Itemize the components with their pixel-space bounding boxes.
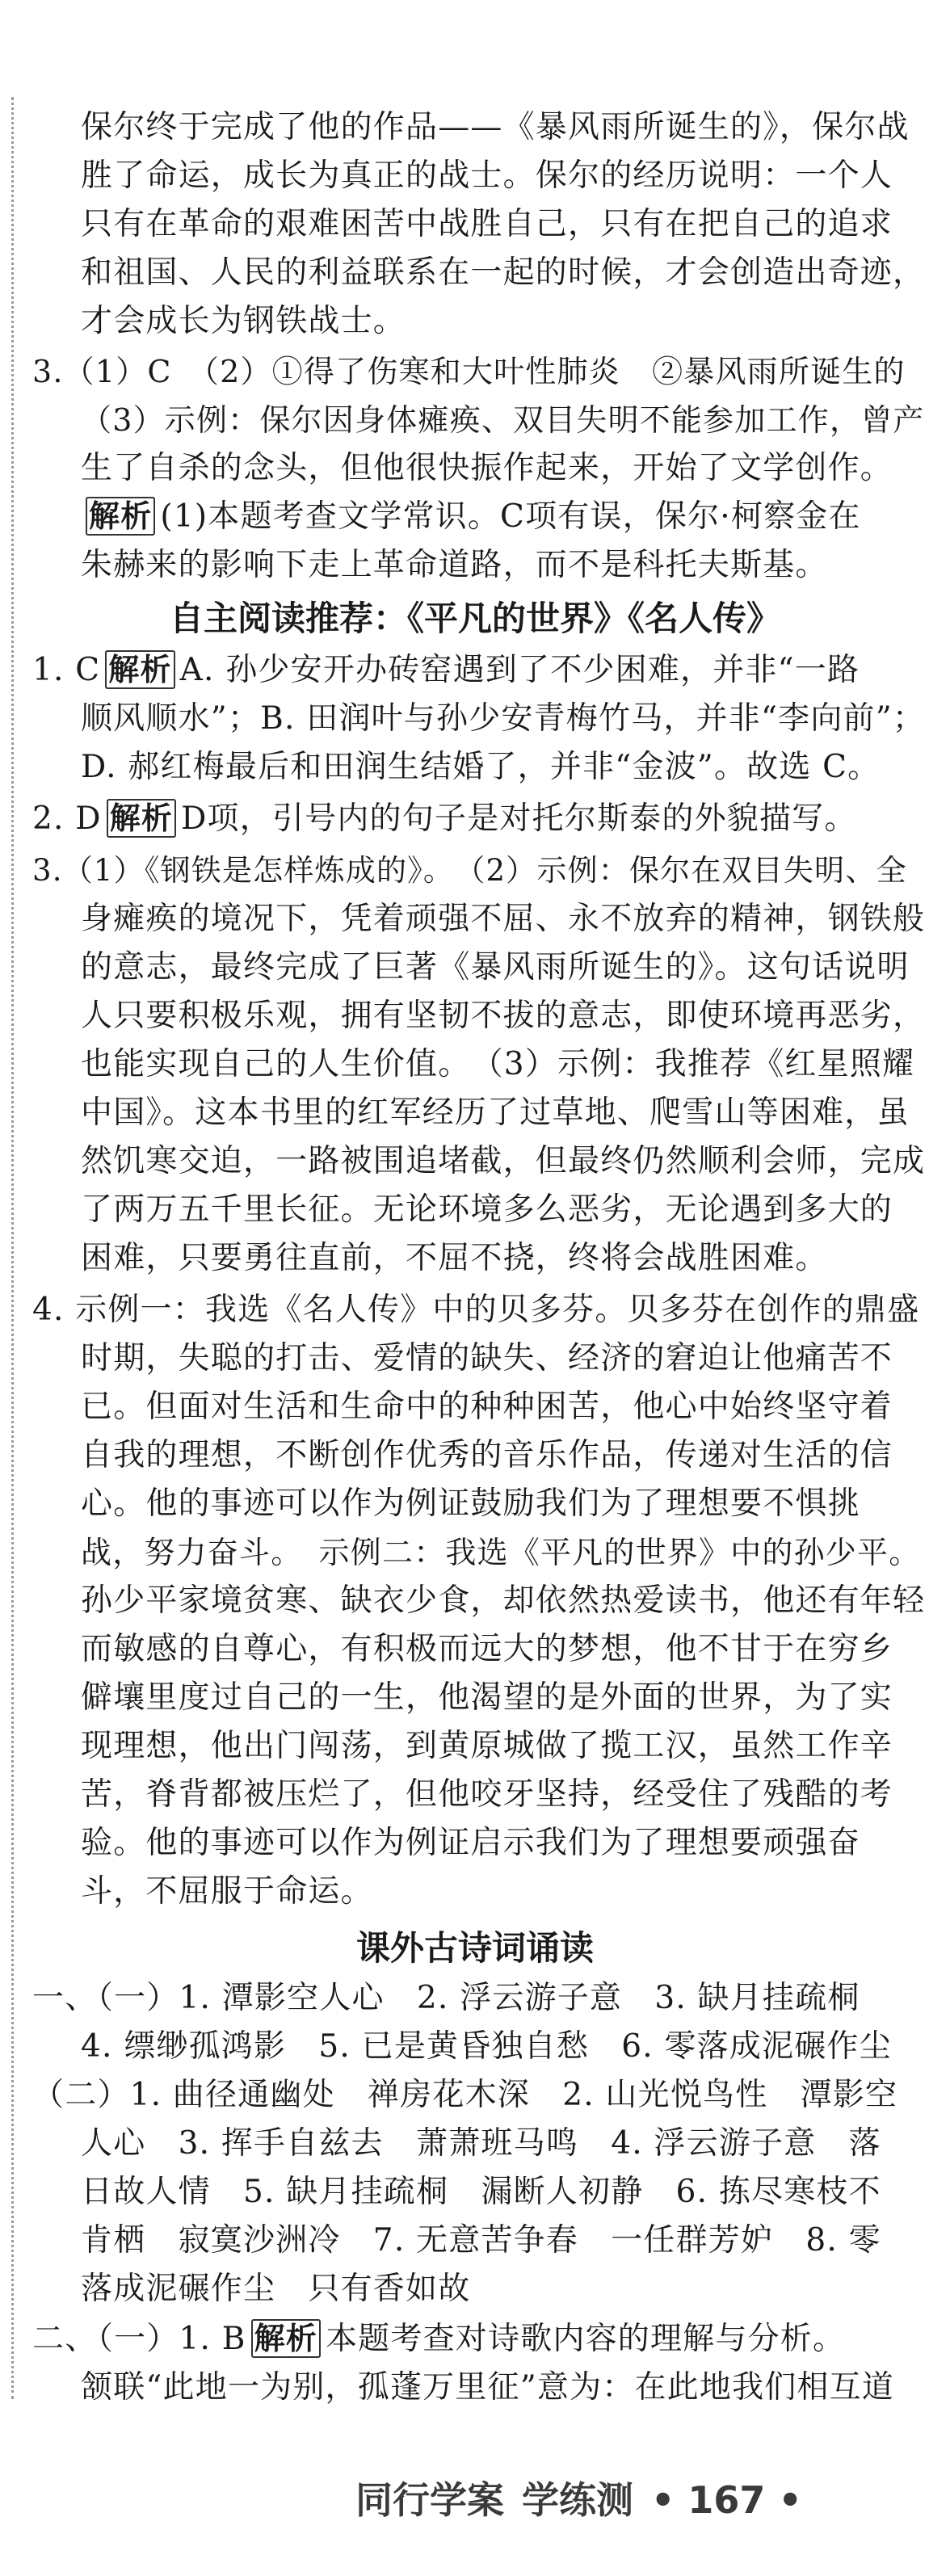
analysis-tag: 解析	[86, 497, 155, 536]
text-line: 只有在革命的艰难困苦中战胜自己，只有在把自己的追求	[81, 206, 893, 242]
analysis-tag: 解析	[107, 799, 176, 838]
answer-4-line: 现理想，他出门闯荡，到黄原城做了揽工汉，虽然工作辛	[81, 1728, 893, 1764]
analysis-text: D项，引号内的句子是对托尔斯泰的外貌描写。	[181, 801, 857, 837]
text-line: 胜了命运，成长为真正的战士。保尔的经历说明：一个人	[81, 158, 893, 194]
answer-3-line: 也能实现自己的人生价值。 （3）示例：我推荐《红星照耀	[81, 1046, 915, 1082]
answer-prefix: 二、（一）1. B	[32, 2321, 246, 2357]
answer-3-line: 困难，只要勇往直前，不屈不挠，终将会战胜困难。	[81, 1240, 828, 1276]
answer-3-line: 然饥寒交迫，一路被围追堵截，但最终仍然顺利会师，完成	[81, 1143, 926, 1179]
answer-1-line: D. 郝红梅最后和田润生结婚了，并非“金波”。故选 C。	[81, 749, 881, 785]
answer-4-line: 4. 示例一：我选《名人传》中的贝多芬。贝多芬在创作的鼎盛	[32, 1292, 920, 1328]
analysis-text: (1)本题考查文学常识。C项有误，保尔·柯察金在	[160, 498, 861, 535]
poetry-line: （二）1. 曲径通幽处 禅房花木深 2. 山光悦鸟性 潭影空	[32, 2077, 898, 2113]
answer-prefix: 2. D	[32, 801, 102, 837]
answer-4-line: 孙少平家境贫寒、缺衣少食，却依然热爱读书，他还有年轻	[81, 1582, 926, 1619]
analysis-text: A. 孙少安开办砖窑遇到了不少困难，并非“一路	[179, 652, 860, 688]
answer-4-line: 斗，不屈服于命运。	[81, 1873, 373, 1910]
analysis-line: 朱赫来的影响下走上革命道路，而不是科托夫斯基。	[81, 547, 828, 583]
answer-3-line: 了两万五千里长征。无论环境多么恶劣，无论遇到多大的	[81, 1191, 893, 1228]
poetry-answer-line	[32, 2315, 845, 2364]
page-footer	[355, 2472, 820, 2528]
poetry-line: 落成泥碾作尘 只有香如故	[81, 2271, 471, 2307]
section-heading: 课外古诗词诵读	[355, 1928, 594, 1968]
poetry-line: 4. 缥缈孤鸿影 5. 已是黄昏独自愁 6. 零落成泥碾作尘	[81, 2028, 892, 2065]
answer-3-line: 身瘫痪的境况下，凭着顽强不屈、永不放弃的精神，钢铁般	[81, 901, 926, 937]
answer-1-line	[32, 646, 860, 695]
answer-2-line	[32, 795, 857, 843]
page-number: • 167 •	[651, 2478, 802, 2522]
poetry-line: 肯栖 寂寞沙洲冷 7. 无意苦争春 一任群芳妒 8. 零	[81, 2222, 881, 2259]
text-line: 才会成长为钢铁战士。	[81, 303, 406, 339]
poetry-answer-line: 颔联“此地一为别，孤蓬万里征”意为：在此地我们相互道	[81, 2369, 895, 2406]
poetry-line: 一、（一）1. 潭影空人心 2. 浮云游子意 3. 缺月挂疏桐	[32, 1980, 860, 2016]
analysis-line	[81, 493, 861, 541]
answer-3-line: 生了自杀的念头，但他很快振作起来，开始了文学创作。	[81, 450, 893, 486]
answer-3-line: 的意志，最终完成了巨著《暴风雨所诞生的》。这句话说明	[81, 949, 910, 985]
answer-3-line: （3）示例：保尔因身体瘫痪、双目失明不能参加工作，曾产	[81, 402, 925, 438]
answer-3-line: 中国》。这本书里的红军经历了过草地、爬雪山等困难，虽	[81, 1095, 910, 1131]
text-line: 和祖国、人民的利益联系在一起的时候，才会创造出奇迹，	[81, 254, 926, 291]
answer-4-line: 苦，脊背都被压烂了，但他咬牙坚持，经受住了残酷的考	[81, 1776, 893, 1813]
analysis-tag: 解析	[105, 650, 174, 689]
answer-prefix: 1. C	[32, 652, 101, 688]
poetry-line: 日故人情 5. 缺月挂疏桐 漏断人初静 6. 拣尽寒枝不	[81, 2174, 881, 2210]
answer-4-line: 僻壤里度过自己的一生，他渴望的是外面的世界，为了实	[81, 1679, 893, 1716]
answer-4-line: 而敏感的自尊心，有积极而远大的梦想，他不甘于在穷乡	[81, 1631, 893, 1667]
answer-4-line: 已。但面对生活和生命中的种种困苦，他心中始终坚守着	[81, 1389, 893, 1425]
poetry-line: 人心 3. 挥手自兹去 萧萧班马鸣 4. 浮云游子意 落	[81, 2125, 881, 2162]
answer-3-line: 人只要积极乐观，拥有坚韧不拔的意志，即使环境再恶劣，	[81, 998, 926, 1034]
section-heading: 自主阅读推荐：《平凡的世界》《名人传》	[169, 599, 780, 638]
margin-dotted-rule	[11, 97, 14, 2399]
answer-3-line: 3.（1）《钢铁是怎样炼成的》。 （2）示例：保尔在双目失明、全	[32, 853, 907, 888]
answer-4-line: 战，努力奋斗。 示例二：我选《平凡的世界》中的孙少平。	[81, 1535, 921, 1570]
answer-4-line: 验。他的事迹可以作为例证启示我们为了理想要顽强奋	[81, 1825, 860, 1861]
answer-4-line: 心。他的事迹可以作为例证鼓励我们为了理想要不惧挑	[81, 1486, 860, 1522]
analysis-text: 本题考查对诗歌内容的理解与分析。	[325, 2321, 846, 2357]
text-line: 保尔终于完成了他的作品——《暴风雨所诞生的》，保尔战	[81, 109, 910, 145]
analysis-tag: 解析	[251, 2319, 321, 2358]
answer-1-line: 顺风顺水”；B. 田润叶与孙少安青梅竹马，并非“李向前”；	[81, 700, 926, 737]
footer-series: 学练测	[522, 2478, 633, 2522]
answer-3-line: 3.（1）C （2）①得了伤寒和大叶性肺炎 ②暴风雨所诞生的	[32, 354, 906, 389]
answer-4-line: 时期，失聪的打击、爱情的缺失、经济的窘迫让他痛苦不	[81, 1340, 893, 1376]
footer-brand: 同行学案	[355, 2478, 504, 2522]
answer-4-line: 自我的理想，不断创作优秀的音乐作品，传递对生活的信	[81, 1437, 893, 1473]
